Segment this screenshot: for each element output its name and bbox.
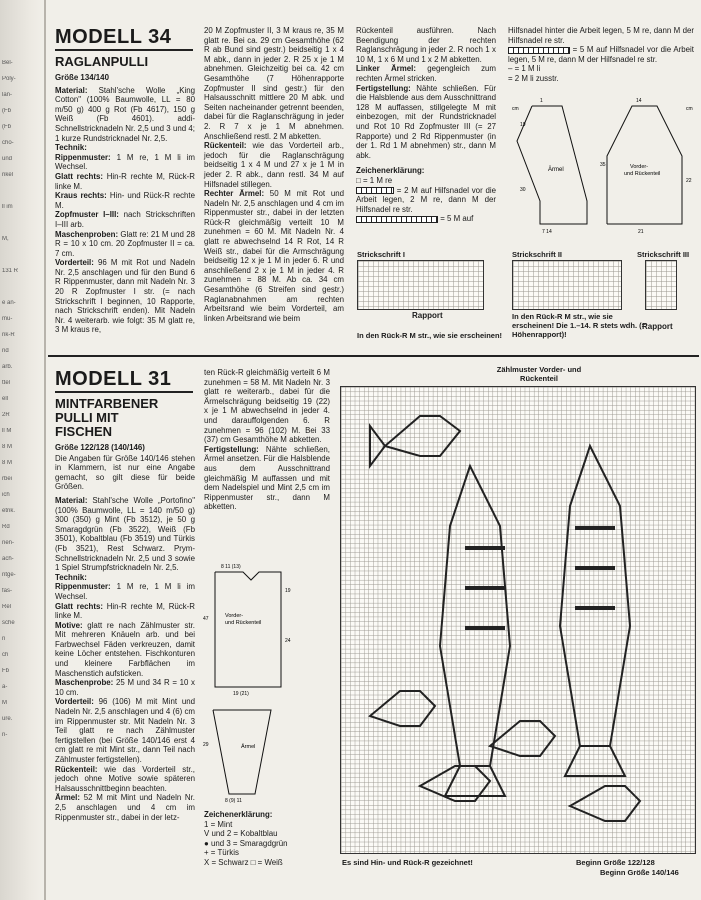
dim-19: 19 — [520, 122, 526, 128]
gutter-text-fragment: ell — [2, 396, 9, 402]
gutter-text-fragment: (Fb — [2, 108, 11, 114]
cable-symbol-icon — [508, 47, 570, 54]
gutter-text-fragment: 8 M — [2, 444, 13, 450]
m31-dim-29: 29 — [203, 742, 209, 748]
modell31-paragraph-3: Glatt rechts: Hin-R rechte M, Rück-R linke M. — [55, 601, 195, 621]
chart2-title: Strickschrift II — [512, 250, 563, 259]
modell34-column-3 — [356, 26, 496, 224]
dim-top: 1 — [540, 98, 543, 104]
modell31-legend-item: V und 2 = Kobaltblau — [204, 829, 278, 839]
gutter-text-fragment: rbei — [2, 476, 13, 482]
modell34-paragraph-7: Vorderteil: 96 M mit Rot und Nadeln Nr. 2,5 anschlagen und für den Bund 6 R Rippenmuster, dann mit Nadeln Nr. 3 20 R Zopfmuster I str. (= nach Strickschrift I beginnen, 10 Rapporte, nach Strickschrift enden). Mit Nadeln Nr. 4 weiterarb. wie folgt: 35 M glatt re, 3 M kraus re, — [55, 258, 195, 335]
modell34-paragraph-3: Glatt rechts: Hin-R rechte M, Rück-R linke M. — [55, 171, 195, 191]
cable-symbol-icon — [356, 216, 438, 223]
chart1-note: In den Rück-R M str., wie sie erscheinen! — [357, 331, 503, 340]
chart2-note: In den Rück-R M str., wie sie erscheinen! Die 1.–14. R stets wdh. (= Höhenrapport)! — [512, 312, 647, 339]
modell34-instructions-3 — [356, 64, 496, 160]
title-rule-2 — [55, 391, 193, 393]
modell31-subtitle-3: FISCHEN — [55, 424, 113, 439]
gutter-text-fragment: cho- — [2, 140, 14, 146]
modell31-legend — [204, 810, 330, 868]
begin-size-2: Beginn Größe 140/146 — [600, 868, 679, 877]
modell31-legend-items — [204, 820, 330, 868]
strickschrift-2-chart — [512, 260, 622, 310]
modell31-paragraph-1: Technik: — [55, 572, 87, 582]
modell34-column-4 — [508, 26, 694, 84]
modell31-paragraph-5: Maschenprobe: 25 M und 34 R = 10 x 10 cm. — [55, 678, 195, 697]
modell34-size: Größe 134/140 — [55, 73, 109, 82]
body-label-2: und Rückenteil — [624, 171, 661, 177]
gutter-text-fragment: 8 M — [2, 460, 13, 466]
modell31-subtitle-2: PULLI MIT — [55, 410, 119, 425]
modell34-sleeve-schematic — [512, 96, 602, 236]
modell31-legend-item: + = Türkis — [204, 848, 239, 858]
gutter-text-fragment: Rel — [2, 604, 12, 610]
modell31-legend-item: 1 = Mint — [204, 819, 233, 829]
gutter-text-fragment: Bel- — [2, 60, 13, 66]
m31-body-label-2: und Rückenteil — [225, 620, 262, 626]
legend-item-1: □ = 1 M re — [356, 175, 393, 185]
modell34-paragraph-4: Kraus rechts: Hin- und Rück-R rechte M. — [55, 191, 196, 210]
m31-dim-top: 8 11 (13) — [221, 564, 241, 570]
col4-legend-2: – = 1 M li — [508, 64, 541, 74]
gutter-text-fragment: M — [2, 700, 7, 706]
modell34-paragraph-0: Material: Stahl'sche Wolle „King Cotton" (100% Baumwolle, LL = 80 m/50 g) 400 g Rot (Fb 4617), 150 g Weiß (Fb 4601). addi-Schnellstricknadeln Nr. 2,5 und 3 und 4; 1 kurze Rundstricknadel Nr. 2,5. — [55, 85, 195, 143]
dim-35: 35 — [600, 162, 606, 168]
chart1-title: Strickschrift I — [357, 250, 405, 259]
modell31-legend-item: X = Schwarz □ = Weiß — [204, 857, 283, 867]
gutter-text-fragment: ll im — [2, 204, 13, 210]
m31-dim-47: 47 — [203, 616, 209, 622]
modell34-paragraph-c-1: Fertigstellung: Nähte schließen. Für die Halsblende aus dem Ausschnittrand 128 M auffassen, stillgelegte M mit einbezogen, mit der Rundstricknadel und Rot 10 Rd Zopfmuster III (= 27 Rapporte) und 2 Rd Rippenmuster (in der 1. Rd 1 M abnehmen) str., dann M abk. — [356, 83, 496, 160]
m31-sleeve-label: Ärmel — [241, 744, 256, 750]
chart3-title: Strickschrift III — [637, 250, 690, 259]
previous-page-gutter — [0, 0, 44, 900]
modell34-instructions-2 — [204, 141, 344, 323]
modell31-size: Größe 122/128 (140/146) — [55, 443, 145, 452]
gutter-text-fragment: nen- — [2, 540, 15, 546]
m31-body-label: Vorder- — [225, 613, 244, 619]
modell31-paragraph-b-0: Fertigstellung: Nähte schließen, Ärmel ansetzen. Für die Halsblende aus dem Ausschnittrand gleichmäßig M auffassen und mit dem Nadelspiel und Mint 2,5 cm im Rippenmuster str., dann M abketten. — [204, 444, 330, 512]
gutter-text-fragment: ich — [2, 492, 10, 498]
dim-14-top: 14 — [636, 98, 642, 104]
modell31-title: MODELL 31 — [55, 368, 172, 390]
modell31-body-schematic — [203, 562, 298, 697]
modell34-paragraph-c-0: Linker Ärmel: gegengleich zum rechten Ärmel stricken. — [356, 64, 496, 83]
modell31-intro: Die Angaben für Größe 140/146 stehen in Klammern, ist nur eine Angabe gemacht, so gilt diese für beide Größen. — [55, 453, 195, 492]
gutter-text-fragment: ntge- — [2, 572, 16, 578]
modell34-text-2: 20 M Zopfmuster II, 3 M kraus re, 35 M glatt re. Bei ca. 29 cm Gesamthöhe (62 R ab Bund sind gestr.) beidseitig 1 x 4 M abk., dann in jeder 2. R 25 x je 1 M abnehmen. Gleichzeitig bei ca. 42 cm Gesamthöhe (7 Höhenrapporte Zopfmuster II sind gestr.) für den Halsausschnitt mittlere 20 M abk. und Seiten nacheinander getrennt beenden, dabei für die Raglanschrägung in jeder 2. R 7 x je 1 M abnehmen. Anschließend restl. 2 M abketten. — [204, 26, 344, 141]
gutter-text-fragment: mu- — [2, 316, 13, 322]
gutter-text-fragment: 131 R — [2, 268, 19, 274]
gutter-text-fragment: lan- — [2, 92, 13, 98]
modell34-paragraph-2: Rippenmuster: 1 M re, 1 M li im Wechsel. — [55, 152, 195, 172]
gutter-text-fragment: M, — [2, 236, 9, 242]
legend-item-2: = 2 M auf Hilfsnadel vor die Arbeit legen, 2 M re, dann M der Hilfsnadel re str. — [356, 185, 496, 214]
gutter-text-fragment: e an- — [2, 300, 16, 306]
modell34-legend-title: Zeichenerklärung: — [356, 166, 425, 176]
modell34-column-1 — [55, 26, 195, 335]
modell34-paragraph-6: Maschenproben: Glatt re: 21 M und 28 R = 10 x 10 cm. 20 Zopfmuster II = ca. 7 cm. — [55, 229, 195, 258]
modell31-column-1 — [55, 368, 195, 822]
modell31-paragraph-4: Motive: glatt re nach Zählmuster str. Mit mehreren Knäueln arb. und bei Farbwechsel Fäden verkreuzen, damit keine Löcher entstehen. Fischkonturen und kleinere Farbflächen im Maschenstich aufsticken. — [55, 620, 195, 678]
sleeve-label: Ärmel — [548, 167, 564, 173]
page-spine — [44, 0, 46, 900]
zaehlmuster-title: Zählmuster Vorder- und Rückenteil — [496, 365, 582, 383]
modell31-instructions-2 — [204, 445, 330, 512]
modell31-legend-title: Zeichenerklärung: — [204, 810, 273, 819]
gutter-text-fragment: Poly- — [2, 76, 16, 82]
modell34-paragraph-b-0: Rückenteil: wie das Vorderteil arb., jedoch für die Raglanschrägung beidseitig 1 x 4 M und 27 x je 1 M in jeder 2. R abk., dann restl. 34 M auf Hilfsnadel stillegen. — [204, 141, 344, 189]
strickschrift-1-chart — [357, 260, 484, 310]
gutter-text-fragment: ure. — [2, 716, 13, 722]
col4-legend-1: = 5 M auf Hilfsnadel vor die Arbeit legen, 5 M re, dann M der Hilfsnadel re str. — [508, 45, 695, 64]
strickschrift-3-chart — [645, 260, 677, 310]
dim-21: 21 — [638, 229, 644, 235]
modell34-column-2 — [204, 26, 344, 323]
title-rule — [55, 49, 193, 51]
modell34-body-schematic — [602, 96, 697, 236]
gutter-text-fragment: Rd — [2, 524, 10, 530]
legend-item-3: = 5 M auf — [356, 214, 496, 224]
cable-symbol-icon — [356, 187, 394, 194]
gutter-text-fragment: sche — [2, 620, 15, 626]
chart3-rapport: Rapport — [642, 322, 673, 331]
section-divider — [48, 355, 699, 357]
m31-dim-8: 8 (9) 11 — [225, 798, 242, 804]
fish-motif-overlay — [340, 386, 694, 852]
gutter-text-fragment: fas- — [2, 588, 13, 594]
gutter-text-fragment: ll M — [2, 428, 12, 434]
modell31-sleeve-schematic — [203, 702, 283, 802]
gutter-text-fragment: nd — [2, 348, 9, 354]
gutter-text-fragment: ch — [2, 652, 9, 658]
begin-size-1: Beginn Größe 122/128 — [576, 858, 655, 867]
chart1-rapport: Rapport — [412, 311, 443, 320]
dim-cm-r: cm — [686, 106, 693, 112]
modell34-paragraph-b-1: Rechter Ärmel: 50 M mit Rot und Nadeln Nr. 2,5 anschlagen und 4 cm im Rippenmuster str., dabei in der letzten Rück-R gleichmäßig verteilt 10 M zunehmen = 60 M. Mit Nadeln Nr. 4 glatt re abwechselnd 14 R Rot, 14 R Weiß str., dabei für die Armschrägung beidseitig 12 x je 1 M in jeder 6. R und anschließend 2 x je 1 M in jeder 4. R zunehmen = 88 M. Ab ca. 34 cm Gesamthöhe (6 Streifen sind gestr.) Raglanabnahmen am rechten Arbeitsrand wie beim Vorderteil, am linken Arbeitsrand wie beim — [204, 189, 344, 323]
dim-cm: cm — [512, 106, 519, 112]
dim-22: 22 — [686, 178, 692, 184]
gutter-text-fragment: etrik. — [2, 508, 16, 514]
gutter-text-fragment: und — [2, 156, 13, 162]
zaehlmuster-note: Es sind Hin- und Rück-R gezeichnet! — [342, 858, 473, 867]
gutter-text-fragment: n- — [2, 732, 8, 738]
m31-dim-19: 19 — [285, 588, 291, 594]
modell34-subtitle: RAGLANPULLI — [55, 54, 149, 69]
modell31-paragraph-0: Material: Stahl'sche Wolle „Portofino" (100% Baumwolle, LL = 140 m/50 g) 300 (350) g Mint (Fb 3512), je 50 g Smaragdgrün (Fb 3522), Weiß (Fb 3501), Kobaltblau (Fb 3519) und Türkis (Fb 3521), Rest Schwarz. Prym-Schnellstricknadeln Nr. 2,5 und 3 sowie 1 Spiel Strumpfstricknadeln Nr. 2,5. — [55, 495, 195, 573]
modell31-column-2 — [204, 368, 330, 512]
modell34-paragraph-5: Zopfmuster I–III: nach Strickschriften I–III arb. — [55, 210, 195, 229]
modell34-text-4: Hilfsnadel hinter die Arbeit legen, 5 M re, dann M der Hilfsnadel re str. — [508, 26, 694, 45]
modell34-paragraph-1: Technik: — [55, 143, 87, 153]
modell31-paragraph-6: Vorderteil: 96 (106) M mit Mint und Nadeln Nr. 2,5 anschlagen und 4 (6) cm im Rippenmuster str. Mit Nadeln Nr. 3 Teil glatt re nach Zählmuster fertigstellen (bei Größe 140/146 erst 4 cm glatt re mit Mint str., dann Teil nach Zählmuster fertigstellen). — [55, 697, 195, 764]
modell31-paragraph-2: Rippenmuster: 1 M re, 1 M li im Wechsel. — [55, 582, 195, 601]
body-label: Vorder- — [630, 164, 649, 170]
modell34-instructions-1 — [55, 86, 195, 335]
gutter-text-fragment: Fb — [2, 668, 10, 674]
dim-30: 30 — [520, 187, 526, 193]
modell31-text-2: ten Rück-R gleichmäßig verteilt 6 M zunehmen = 58 M. Mit Nadeln Nr. 3 glatt re weiterarb., dabei für die Ärmelschrägung beidseitig 19 (22) x je 1 M abwechselnd in jeder 4. und darauffolgenden 6. R zunehmen = 96 (102) M. Bei 33 (37) cm Gesamthöhe M abketten. — [204, 368, 330, 445]
gutter-text-fragment: (Fb — [2, 124, 11, 130]
gutter-text-fragment: rik-R — [2, 332, 15, 338]
modell31-instructions-1 — [55, 496, 195, 822]
modell34-title: MODELL 34 — [55, 26, 172, 48]
gutter-text-fragment: a- — [2, 684, 8, 690]
modell34-text-3: Rückenteil ausführen. Nach Beendigung der rechten Raglanschrägung in jeder 2. R noch 1 x 10 M, 1 x 6 M und 1 x 2 M abketten. — [356, 26, 496, 64]
col4-legend-3: = 2 M li zusstr. — [508, 73, 559, 83]
gutter-text-fragment: ttel — [2, 380, 11, 386]
modell31-paragraph-8: Ärmel: 52 M mit Mint und Nadeln Nr. 2,5 anschlagen und 4 cm im Rippenmuster str., dabei in der letz- — [55, 793, 195, 822]
gutter-text-fragment: 2R — [2, 412, 10, 418]
modell31-legend-item: ● und 3 = Smaragdgrün — [204, 838, 288, 848]
gutter-text-fragment: rikel — [2, 172, 14, 178]
modell31-paragraph-7: Rückenteil: wie das Vorderteil str., jedoch ohne Motive sowie späteren Halsausschnittbeginn beachten. — [55, 764, 195, 793]
dim-14: 7 14 — [542, 229, 552, 235]
modell31-subtitle-1: MINTFARBENER — [55, 396, 159, 411]
gutter-text-fragment: n — [2, 636, 6, 642]
m31-dim-24: 24 — [285, 638, 291, 644]
gutter-text-fragment: ach- — [2, 556, 14, 562]
m31-dim-bottom: 19 (21) — [233, 691, 249, 697]
gutter-text-fragment: arb. — [2, 364, 13, 370]
